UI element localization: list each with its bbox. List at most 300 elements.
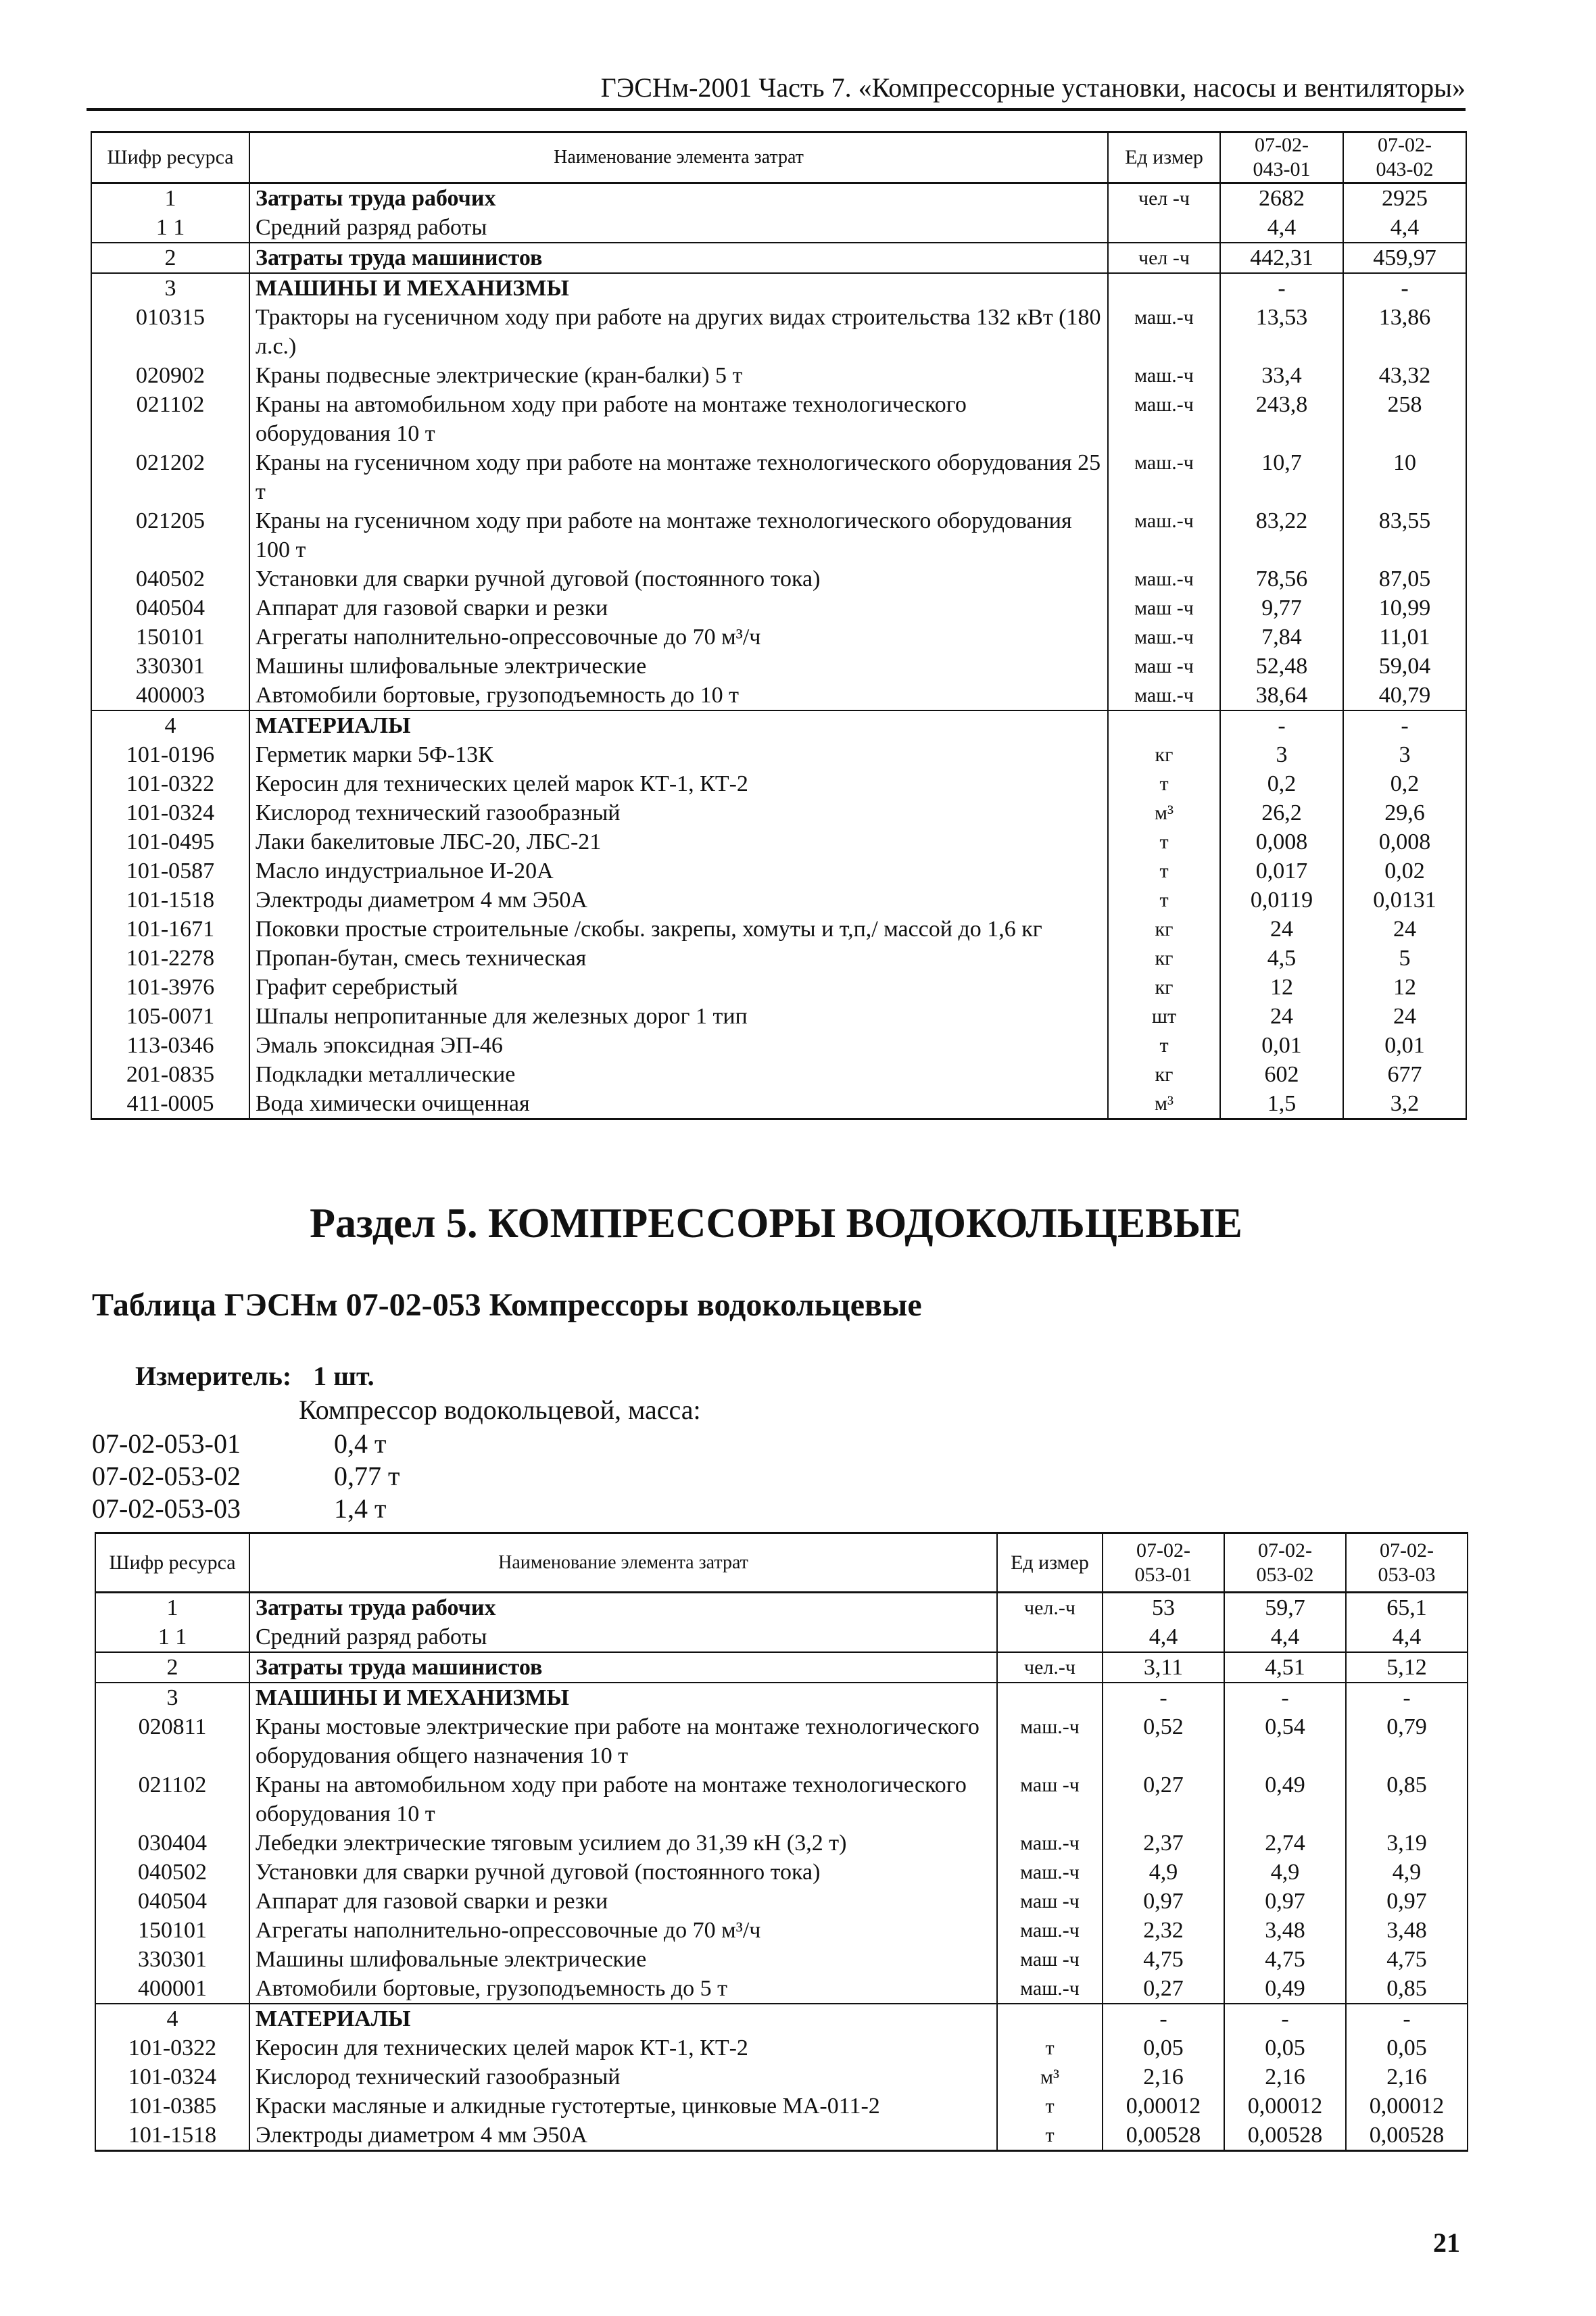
table-row	[91, 448, 1466, 506]
cost-item-name: Установки для сварки ручной дуговой (постоянного тока)	[249, 1858, 997, 1887]
norm-value: 0,52	[1103, 1712, 1224, 1770]
norm-value: 0,00012	[1103, 2092, 1224, 2121]
unit-cell: т	[997, 2121, 1103, 2151]
norm-value: 33,4	[1220, 361, 1343, 390]
norm-value: -	[1103, 2004, 1224, 2033]
norm-value: 13,86	[1343, 303, 1466, 361]
cost-item-name: Автомобили бортовые, грузоподъемность до 5 т	[249, 1974, 997, 2004]
norm-value: 83,22	[1220, 506, 1343, 564]
variant-code: 07-02-053-01	[92, 1428, 241, 1459]
cost-item-name: Затраты труда машинистов	[249, 1652, 997, 1683]
table-row	[91, 740, 1466, 769]
unit-cell: маш.-ч	[997, 1829, 1103, 1858]
norm-value: 9,77	[1220, 594, 1343, 623]
table-row	[95, 1683, 1468, 1712]
variant-mass: 0,77 т	[334, 1461, 400, 1491]
page-number: 21	[1433, 2227, 1460, 2258]
unit-cell: маш -ч	[1108, 594, 1220, 623]
norm-value: 0,01	[1220, 1031, 1343, 1060]
table-row	[91, 857, 1466, 886]
norm-value: 4,75	[1103, 1945, 1224, 1974]
resource-code: 2	[95, 1652, 249, 1683]
unit-cell: маш -ч	[1108, 652, 1220, 681]
table-row	[91, 183, 1466, 214]
norm-value: 0,008	[1220, 827, 1343, 857]
resource-code: 4	[91, 710, 249, 740]
cost-item-name: МАТЕРИАЛЫ	[249, 2004, 997, 2033]
header-unit: Ед измер	[1108, 132, 1220, 183]
unit-cell: чел.-ч	[997, 1593, 1103, 1623]
table-row	[91, 886, 1466, 915]
resource-code: 040504	[95, 1887, 249, 1916]
cost-item-name: Графит серебристый	[249, 973, 1108, 1002]
cost-item-name: Лаки бакелитовые ЛБС-20, ЛБС-21	[249, 827, 1108, 857]
table-row	[91, 213, 1466, 243]
resource-code: 101-1518	[91, 886, 249, 915]
norm-value: 7,84	[1220, 623, 1343, 652]
resource-code: 101-1518	[95, 2121, 249, 2151]
unit-cell: т	[1108, 886, 1220, 915]
resource-code: 150101	[91, 623, 249, 652]
norm-value: 4,4	[1224, 1622, 1346, 1652]
norm-value: 0,2	[1220, 769, 1343, 798]
norm-value: 11,01	[1343, 623, 1466, 652]
table-row	[95, 1622, 1468, 1652]
unit-cell	[997, 1683, 1103, 1712]
norm-value: 2,16	[1103, 2062, 1224, 2092]
resource-code: 1 1	[95, 1622, 249, 1652]
cost-item-name: Шпалы непропитанные для железных дорог 1 тип	[249, 1002, 1108, 1031]
norm-value: 12	[1220, 973, 1343, 1002]
table-row	[91, 944, 1466, 973]
cost-item-name: Герметик марки 5Ф-13К	[249, 740, 1108, 769]
norm-value: 29,6	[1343, 798, 1466, 827]
table-row	[91, 827, 1466, 857]
unit-cell: маш.-ч	[1108, 623, 1220, 652]
unit-cell: м³	[997, 2062, 1103, 2092]
norm-value: 38,64	[1220, 681, 1343, 710]
cost-item-name: МАШИНЫ И МЕХАНИЗМЫ	[249, 273, 1108, 303]
cost-item-name: Вода химически очищенная	[249, 1089, 1108, 1119]
norm-value: 0,97	[1103, 1887, 1224, 1916]
norm-value: 87,05	[1343, 564, 1466, 594]
norm-value: 0,01	[1343, 1031, 1466, 1060]
norm-value: 2,74	[1224, 1829, 1346, 1858]
header-rule	[87, 108, 1466, 111]
resource-code: 101-0322	[91, 769, 249, 798]
norm-value: 24	[1220, 915, 1343, 944]
unit-cell: маш.-ч	[1108, 361, 1220, 390]
norm-value: 83,55	[1343, 506, 1466, 564]
norm-value: 0,79	[1346, 1712, 1468, 1770]
norm-value: 2,16	[1224, 2062, 1346, 2092]
table-row	[95, 2033, 1468, 2062]
norm-value: 5	[1343, 944, 1466, 973]
resource-code: 3	[95, 1683, 249, 1712]
resource-code: 101-0324	[91, 798, 249, 827]
cost-item-name: Краны мостовые электрические при работе на монтаже технологического оборудования общего назначения 10 т	[249, 1712, 997, 1770]
norm-value: 24	[1343, 915, 1466, 944]
norm-value: 0,008	[1343, 827, 1466, 857]
resource-code: 330301	[95, 1945, 249, 1974]
unit-cell	[997, 1622, 1103, 1652]
table-row	[95, 1770, 1468, 1829]
resource-code: 020902	[91, 361, 249, 390]
norm-value: 3,48	[1224, 1916, 1346, 1945]
unit-cell: чел -ч	[1108, 183, 1220, 214]
table-row	[91, 594, 1466, 623]
norm-value: 442,31	[1220, 243, 1343, 273]
table-row	[95, 1593, 1468, 1623]
unit-cell: кг	[1108, 740, 1220, 769]
norm-value: 459,97	[1343, 243, 1466, 273]
unit-cell: т	[1108, 857, 1220, 886]
resource-code: 040502	[95, 1858, 249, 1887]
table-row	[95, 1974, 1468, 2004]
norm-value: 0,00012	[1224, 2092, 1346, 2121]
table-row	[91, 506, 1466, 564]
resource-code: 400001	[95, 1974, 249, 2004]
norm-value: 53	[1103, 1593, 1224, 1623]
norm-value: 0,02	[1343, 857, 1466, 886]
cost-item-name: МАТЕРИАЛЫ	[249, 710, 1108, 740]
cost-item-name: Краски масляные и алкидные густотертые, цинковые МА-011-2	[249, 2092, 997, 2121]
norm-value: -	[1346, 2004, 1468, 2033]
resource-code: 101-0196	[91, 740, 249, 769]
cost-item-name: Средний разряд работы	[249, 213, 1108, 243]
variant-mass: 0,4 т	[334, 1428, 387, 1459]
norm-value: 0,00528	[1346, 2121, 1468, 2151]
cost-item-name: Краны на гусеничном ходу при работе на монтаже технологического оборудования 100 т	[249, 506, 1108, 564]
norm-value: 4,9	[1224, 1858, 1346, 1887]
norm-value: 2,37	[1103, 1829, 1224, 1858]
table-row	[91, 623, 1466, 652]
cost-item-name: Агрегаты наполнительно-опрессовочные до 70 м³/ч	[249, 623, 1108, 652]
norm-value: 0,0119	[1220, 886, 1343, 915]
norm-value: 2,16	[1346, 2062, 1468, 2092]
cost-item-name: Краны на гусеничном ходу при работе на монтаже технологического оборудования 25 т	[249, 448, 1108, 506]
resource-code: 021205	[91, 506, 249, 564]
cost-item-name: Машины шлифовальные электрические	[249, 1945, 997, 1974]
norm-value: 0,2	[1343, 769, 1466, 798]
header-norm-column: 07-02- 053-01	[1103, 1533, 1224, 1593]
resource-code: 3	[91, 273, 249, 303]
norm-value: 10	[1343, 448, 1466, 506]
cost-item-name: Агрегаты наполнительно-опрессовочные до 70 м³/ч	[249, 1916, 997, 1945]
resource-code: 201-0835	[91, 1060, 249, 1089]
resource-code: 1	[95, 1593, 249, 1623]
norm-value: 0,00528	[1103, 2121, 1224, 2151]
norm-value: -	[1220, 273, 1343, 303]
running-header: ГЭСНм-2001 Часть 7. «Компрессорные установки, насосы и вентиляторы»	[600, 72, 1466, 103]
cost-item-name: Пропан-бутан, смесь техническая	[249, 944, 1108, 973]
unit-cell: маш -ч	[997, 1770, 1103, 1829]
meter-label: Измеритель:	[135, 1361, 292, 1391]
unit-cell: т	[997, 2092, 1103, 2121]
resource-code: 101-0587	[91, 857, 249, 886]
norm-value: 59,04	[1343, 652, 1466, 681]
norm-value: 258	[1343, 390, 1466, 448]
norm-value: 0,00528	[1224, 2121, 1346, 2151]
cost-item-name: Тракторы на гусеничном ходу при работе на других видах строительства 132 кВт (180 л.с.)	[249, 303, 1108, 361]
resource-code: 021102	[91, 390, 249, 448]
resource-code: 101-0322	[95, 2033, 249, 2062]
table-row	[91, 1002, 1466, 1031]
header-norm-column: 07-02- 043-01	[1220, 132, 1343, 183]
table-row	[95, 2062, 1468, 2092]
unit-cell: маш -ч	[997, 1887, 1103, 1916]
resource-code: 330301	[91, 652, 249, 681]
norm-value: 2682	[1220, 183, 1343, 214]
resource-code: 101-0385	[95, 2092, 249, 2121]
norm-value: 0,27	[1103, 1974, 1224, 2004]
resource-code: 400003	[91, 681, 249, 710]
cost-item-name: Эмаль эпоксидная ЭП-46	[249, 1031, 1108, 1060]
cost-item-name: Установки для сварки ручной дуговой (постоянного тока)	[249, 564, 1108, 594]
norm-value: 4,9	[1103, 1858, 1224, 1887]
resource-code: 4	[95, 2004, 249, 2033]
norm-value: 10,99	[1343, 594, 1466, 623]
norm-value: 0,017	[1220, 857, 1343, 886]
table-row	[95, 1829, 1468, 1858]
table-row	[91, 243, 1466, 273]
cost-item-name: Аппарат для газовой сварки и резки	[249, 594, 1108, 623]
table-row	[95, 1945, 1468, 1974]
norm-value: -	[1103, 1683, 1224, 1712]
table-row	[91, 769, 1466, 798]
table-row	[95, 1916, 1468, 1945]
variant-row	[92, 1459, 400, 1494]
norm-value: -	[1346, 1683, 1468, 1712]
norm-value: 0,85	[1346, 1974, 1468, 2004]
table-row	[91, 652, 1466, 681]
resource-code: 040502	[91, 564, 249, 594]
table-row	[95, 1712, 1468, 1770]
table-row	[91, 564, 1466, 594]
header-unit: Ед измер	[997, 1533, 1103, 1593]
norm-value: 0,49	[1224, 1770, 1346, 1829]
unit-cell: т	[1108, 1031, 1220, 1060]
norm-value: 4,5	[1220, 944, 1343, 973]
norm-value: 12	[1343, 973, 1466, 1002]
cost-item-name: Керосин для технических целей марок КТ-1, КТ-2	[249, 769, 1108, 798]
cost-item-name: Электроды диаметром 4 мм Э50А	[249, 886, 1108, 915]
header-norm-column: 07-02- 053-03	[1346, 1533, 1468, 1593]
cost-item-name: Затраты труда машинистов	[249, 243, 1108, 273]
norm-value: 4,4	[1346, 1622, 1468, 1652]
norm-value: 3	[1343, 740, 1466, 769]
unit-cell: маш.-ч	[1108, 448, 1220, 506]
unit-cell: маш -ч	[997, 1945, 1103, 1974]
table-row	[91, 915, 1466, 944]
table-row	[95, 2121, 1468, 2151]
norm-value: 677	[1343, 1060, 1466, 1089]
norm-value: 65,1	[1346, 1593, 1468, 1623]
norm-value: 4,9	[1346, 1858, 1468, 1887]
resource-code: 101-0495	[91, 827, 249, 857]
norm-value: 40,79	[1343, 681, 1466, 710]
norm-value: 0,27	[1103, 1770, 1224, 1829]
unit-cell: маш.-ч	[1108, 390, 1220, 448]
unit-cell: маш.-ч	[997, 1974, 1103, 2004]
unit-cell: маш.-ч	[997, 1916, 1103, 1945]
unit-cell: маш.-ч	[997, 1858, 1103, 1887]
cost-item-name: Аппарат для газовой сварки и резки	[249, 1887, 997, 1916]
variant-mass: 1,4 т	[334, 1493, 387, 1524]
cost-item-name: Лебедки электрические тяговым усилием до 31,39 кН (3,2 т)	[249, 1829, 997, 1858]
norm-value: -	[1224, 2004, 1346, 2033]
unit-cell	[1108, 710, 1220, 740]
header-norm-column: 07-02- 053-02	[1224, 1533, 1346, 1593]
norm-value: 0,54	[1224, 1712, 1346, 1770]
table-title: Таблица ГЭСНм 07-02-053 Компрессоры водокольцевые	[92, 1287, 922, 1323]
unit-cell	[1108, 213, 1220, 243]
resource-code: 010315	[91, 303, 249, 361]
norm-value: 602	[1220, 1060, 1343, 1089]
norm-value: -	[1224, 1683, 1346, 1712]
unit-cell: маш.-ч	[1108, 303, 1220, 361]
resource-code: 101-1671	[91, 915, 249, 944]
norm-value: 24	[1343, 1002, 1466, 1031]
table-row	[91, 681, 1466, 710]
header-cost-item: Наименование элемента затрат	[249, 1533, 997, 1593]
resource-code: 101-3976	[91, 973, 249, 1002]
variant-row	[92, 1426, 386, 1462]
unit-cell	[997, 2004, 1103, 2033]
norm-value: 24	[1220, 1002, 1343, 1031]
norm-value: 0,05	[1224, 2033, 1346, 2062]
norm-value: 13,53	[1220, 303, 1343, 361]
unit-cell: маш.-ч	[997, 1712, 1103, 1770]
table-row	[91, 973, 1466, 1002]
cost-item-name: Затраты труда рабочих	[249, 183, 1108, 214]
table-row	[91, 390, 1466, 448]
resource-code: 150101	[95, 1916, 249, 1945]
table-row	[91, 273, 1466, 303]
norm-value: 3,48	[1346, 1916, 1468, 1945]
unit-cell: т	[997, 2033, 1103, 2062]
norm-value: 243,8	[1220, 390, 1343, 448]
norm-value: 0,49	[1224, 1974, 1346, 2004]
norm-value: 52,48	[1220, 652, 1343, 681]
norm-value: 26,2	[1220, 798, 1343, 827]
unit-cell: кг	[1108, 1060, 1220, 1089]
norm-value: 59,7	[1224, 1593, 1346, 1623]
table-row	[91, 1089, 1466, 1119]
header-cost-item: Наименование элемента затрат	[249, 132, 1108, 183]
resource-code: 1	[91, 183, 249, 214]
unit-cell: маш.-ч	[1108, 681, 1220, 710]
norm-value: 0,0131	[1343, 886, 1466, 915]
norm-value: 0,97	[1224, 1887, 1346, 1916]
unit-cell: м³	[1108, 1089, 1220, 1119]
table-row	[95, 2004, 1468, 2033]
unit-cell: кг	[1108, 915, 1220, 944]
norm-value: 0,05	[1346, 2033, 1468, 2062]
resource-code: 101-0324	[95, 2062, 249, 2092]
resource-table-053	[95, 1532, 1468, 2152]
cost-item-name: Машины шлифовальные электрические	[249, 652, 1108, 681]
unit-cell: маш.-ч	[1108, 506, 1220, 564]
cost-item-name: Затраты труда рабочих	[249, 1593, 997, 1623]
norm-value: -	[1343, 273, 1466, 303]
norm-value: 43,32	[1343, 361, 1466, 390]
cost-item-name: Керосин для технических целей марок КТ-1, КТ-2	[249, 2033, 997, 2062]
table-row	[91, 798, 1466, 827]
unit-cell: шт	[1108, 1002, 1220, 1031]
norm-value: 0,97	[1346, 1887, 1468, 1916]
norm-value: 78,56	[1220, 564, 1343, 594]
norm-value: 0,05	[1103, 2033, 1224, 2062]
resource-code: 1 1	[91, 213, 249, 243]
table-row	[95, 1858, 1468, 1887]
table-row	[95, 2092, 1468, 2121]
header-resource-code: Шифр ресурса	[95, 1533, 249, 1593]
unit-cell: чел -ч	[1108, 243, 1220, 273]
norm-value: -	[1220, 710, 1343, 740]
norm-value: 3,2	[1343, 1089, 1466, 1119]
section-title: Раздел 5. КОМПРЕССОРЫ ВОДОКОЛЬЦЕВЫЕ	[310, 1201, 1242, 1247]
cost-item-name: МАШИНЫ И МЕХАНИЗМЫ	[249, 1683, 997, 1712]
table-row	[91, 1060, 1466, 1089]
resource-code: 113-0346	[91, 1031, 249, 1060]
cost-item-name: Краны на автомобильном ходу при работе на монтаже технологического оборудования 10 т	[249, 1770, 997, 1829]
cost-item-name: Автомобили бортовые, грузоподъемность до 10 т	[249, 681, 1108, 710]
norm-value: 2925	[1343, 183, 1466, 214]
variant-code: 07-02-053-02	[92, 1461, 241, 1491]
norm-value: 4,51	[1224, 1652, 1346, 1683]
table-row	[91, 1031, 1466, 1060]
resource-code: 021202	[91, 448, 249, 506]
cost-item-name: Средний разряд работы	[249, 1622, 997, 1652]
header-resource-code: Шифр ресурса	[91, 132, 249, 183]
table-row	[95, 1652, 1468, 1683]
norm-value: 2,32	[1103, 1916, 1224, 1945]
table-row	[91, 303, 1466, 361]
cost-item-name: Масло индустриальное И-20А	[249, 857, 1108, 886]
mass-caption: Компрессор водокольцевой, масса:	[299, 1395, 701, 1425]
meter-value: 1 шт.	[313, 1361, 374, 1391]
unit-cell: маш.-ч	[1108, 564, 1220, 594]
table-row	[95, 1887, 1468, 1916]
norm-value: 5,12	[1346, 1652, 1468, 1683]
norm-value: 4,4	[1220, 213, 1343, 243]
table-row	[91, 710, 1466, 740]
norm-value: 4,75	[1346, 1945, 1468, 1974]
cost-item-name: Кислород технический газообразный	[249, 2062, 997, 2092]
cost-item-name: Поковки простые строительные /скобы. закрепы, хомуты и т,п,/ массой до 1,6 кг	[249, 915, 1108, 944]
norm-value: 0,85	[1346, 1770, 1468, 1829]
variant-row	[92, 1491, 386, 1526]
unit-cell: т	[1108, 827, 1220, 857]
resource-code: 105-0071	[91, 1002, 249, 1031]
header-norm-column: 07-02- 043-02	[1343, 132, 1466, 183]
table-row	[91, 361, 1466, 390]
resource-code: 020811	[95, 1712, 249, 1770]
cost-item-name: Краны подвесные электрические (кран-балки) 5 т	[249, 361, 1108, 390]
variant-code: 07-02-053-03	[92, 1493, 241, 1524]
unit-cell: чел.-ч	[997, 1652, 1103, 1683]
resource-code: 040504	[91, 594, 249, 623]
norm-value: 1,5	[1220, 1089, 1343, 1119]
cost-item-name: Краны на автомобильном ходу при работе на монтаже технологического оборудования 10 т	[249, 390, 1108, 448]
norm-value: 4,75	[1224, 1945, 1346, 1974]
cost-item-name: Кислород технический газообразный	[249, 798, 1108, 827]
unit-cell	[1108, 273, 1220, 303]
resource-code: 411-0005	[91, 1089, 249, 1119]
norm-value: 4,4	[1103, 1622, 1224, 1652]
norm-value: 10,7	[1220, 448, 1343, 506]
